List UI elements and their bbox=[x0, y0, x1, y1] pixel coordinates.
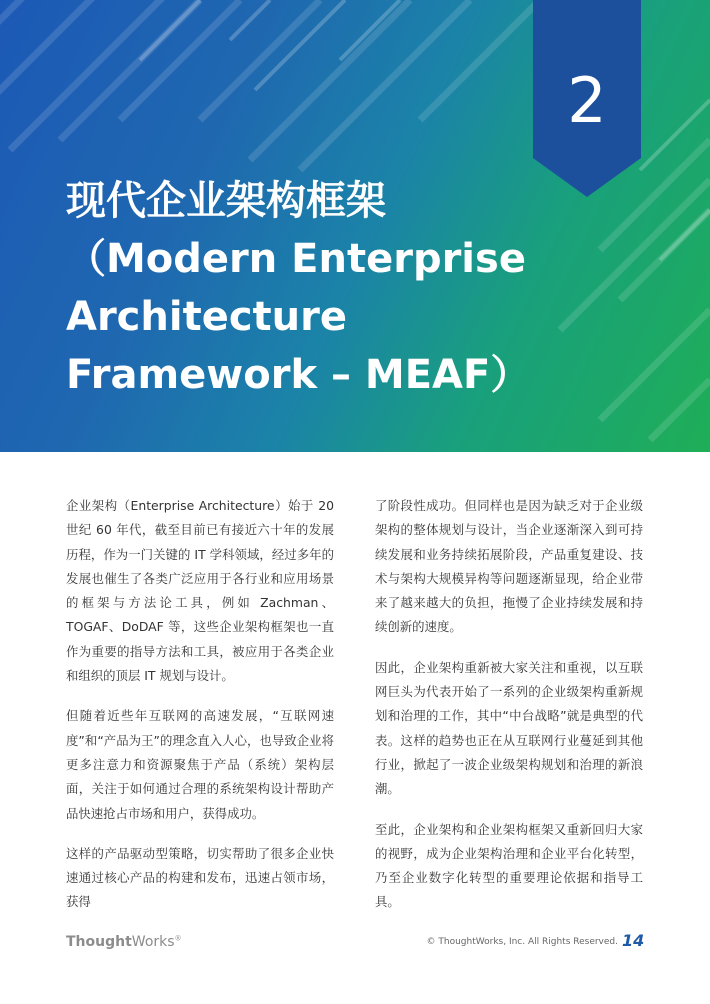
logo-registered-mark: ® bbox=[174, 934, 182, 943]
paragraph: 至此，企业架构和企业架构框架又重新回归大家的视野，成为企业架构治理和企业平台化转型，乃至企业数字化转型的重要理论依据和指导工具。 bbox=[375, 821, 643, 910]
logo-text-regular: Works bbox=[131, 934, 175, 950]
paragraph: 因此，企业架构重新被大家关注和重视，以互联网巨头为代表开始了一系列的企业级架构重新规划和治理的工作，其中“中台战略”就是典型的代表。这样的趋势也正在从互联网行业蔓延到其他行业，掀起了一波企业级架构规划和治理的新浪潮。 bbox=[375, 659, 643, 797]
chapter-number: 2 bbox=[567, 64, 607, 137]
title-line: Framework – MEAF） bbox=[66, 352, 531, 398]
page-title bbox=[66, 172, 666, 404]
left-text-column bbox=[66, 494, 334, 931]
title-line: Architecture bbox=[66, 294, 347, 340]
right-text-column bbox=[375, 494, 643, 931]
paragraph: 企业架构（Enterprise Architecture）始于 20 世纪 60 年代，截至目前已有接近六十年的发展历程，作为一门关键的 IT 学科领域，经过多年的发展也催生了各类广泛应用于各行业和应用场景的框架与方法论工具，例如 Zachman、TOGAF、DoDAF 等，这些企业架构框架也一直作为重要的指导方法和工具，被应用于各类企业和组织的顶层 IT 规划与设计。 bbox=[66, 498, 334, 684]
copyright-notice: © ThoughtWorks, Inc. All Rights Reserved. bbox=[426, 937, 618, 947]
paragraph: 但随着近些年互联网的高速发展，“互联网速度”和“产品为王”的理念直入人心，也导致企业将更多注意力和资源聚焦于产品（系统）架构层面，关注于如何通过合理的系统架构设计帮助产品快速抢占市场和用户，获得成功。 bbox=[66, 708, 334, 821]
thoughtworks-logo bbox=[66, 934, 182, 950]
logo-text-bold: Thought bbox=[66, 934, 132, 950]
title-line: 现代企业架构框架 bbox=[66, 178, 386, 224]
page-number: 14 bbox=[622, 931, 645, 950]
title-line: （Modern Enterprise bbox=[66, 236, 526, 282]
paragraph: 这样的产品驱动型策略，切实帮助了很多企业快速通过核心产品的构建和发布，迅速占领市场，获得 bbox=[66, 845, 334, 910]
chapter-header-banner bbox=[0, 0, 710, 452]
paragraph: 了阶段性成功。但同样也是因为缺乏对于企业级架构的整体规划与设计，当企业逐渐深入到可持续发展和业务持续拓展阶段，产品重复建设、技术与架构大规模异构等问题逐渐显现，给企业带来了越来越大的负担，拖慢了企业持续发展和持续创新的速度。 bbox=[375, 498, 643, 635]
